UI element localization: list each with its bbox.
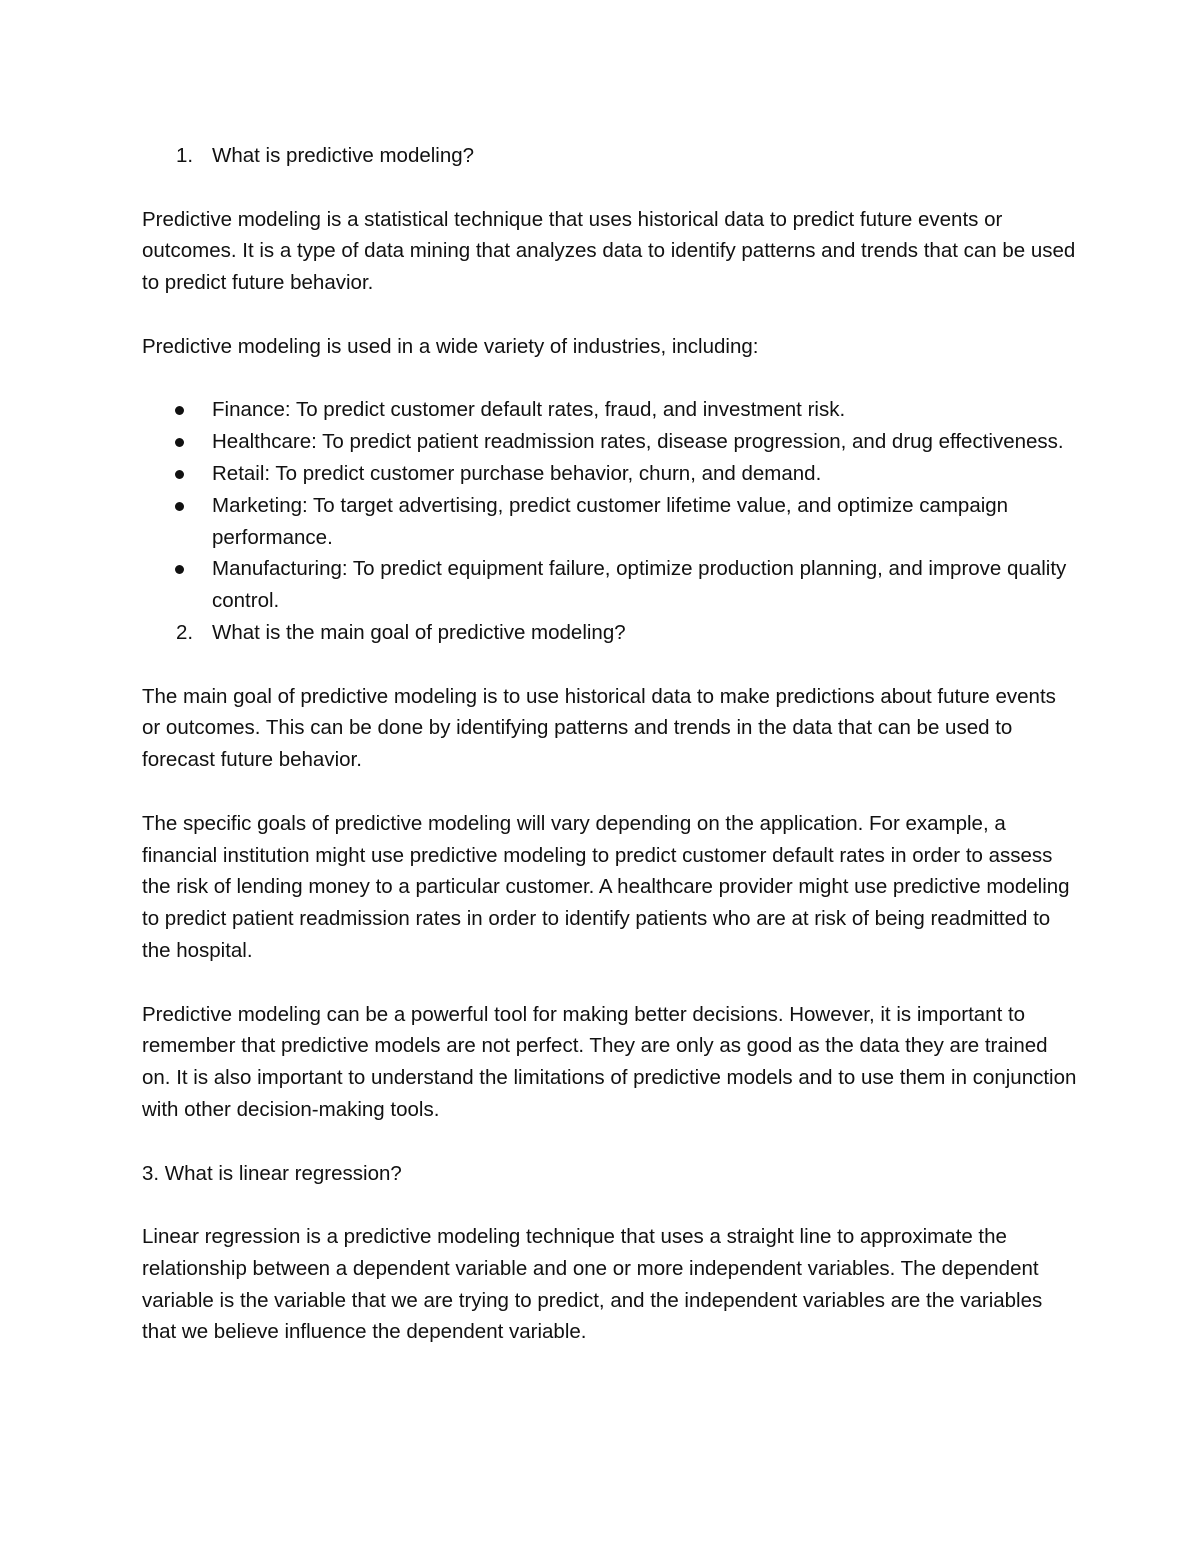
paragraph-limitations: Predictive modeling can be a powerful tool for making better decisions. However, it is important to remember that predictive models are not perfect. They are only as good as the data they are trained on. It is also important to understand the limitations of predictive models and to use them in conjunction with other decision-making tools. bbox=[142, 1002, 1077, 1121]
document-body bbox=[142, 140, 1077, 1348]
paragraph-main-goal: The main goal of predictive modeling is to use historical data to make predictions about future events or outcomes. This can be done by identifying patterns and trends in the data that can be used to forecast future behavior. bbox=[142, 684, 1056, 772]
list-item-text: Retail: To predict customer purchase behavior, churn, and demand. bbox=[212, 461, 822, 485]
list-item-text: Manufacturing: To predict equipment failure, optimize production planning, and improve quality control. bbox=[212, 557, 1067, 613]
list-item bbox=[142, 426, 1077, 458]
paragraph-specific-goals: The specific goals of predictive modeling will vary depending on the application. For example, a financial institution might use predictive modeling to predict customer default rates in order to assess the risk of lending money to a particular customer. A healthcare provider might use predictive modeling to predict patient readmission rates in order to identify patients who are at risk of being readmitted to the hospital. bbox=[142, 811, 1070, 962]
question-3: 3. What is linear regression? bbox=[142, 1161, 402, 1185]
list-item bbox=[142, 490, 1077, 554]
bullet-icon bbox=[175, 470, 184, 479]
list-item bbox=[142, 458, 1077, 490]
question-2 bbox=[142, 617, 1077, 649]
question-1 bbox=[142, 140, 1077, 172]
paragraph-definition: Predictive modeling is a statistical technique that uses historical data to predict future events or outcomes. It is a type of data mining that analyzes data to identify patterns and trends that can be used to predict future behavior. bbox=[142, 207, 1076, 295]
list-item bbox=[142, 394, 1077, 426]
list-item-text: Healthcare: To predict patient readmission rates, disease progression, and drug effectiveness. bbox=[212, 430, 1064, 454]
question-1-number: 1. bbox=[176, 144, 194, 167]
paragraph-linear-regression: Linear regression is a predictive modeling technique that uses a straight line to approximate the relationship between a dependent variable and one or more independent variables. The dependent variable is the variable that we are trying to predict, and the independent variables are the variables that we believe influence the dependent variable. bbox=[142, 1225, 1043, 1344]
list-item bbox=[142, 553, 1077, 617]
industries-list bbox=[142, 394, 1077, 617]
bullet-icon bbox=[175, 502, 184, 511]
bullet-icon bbox=[175, 406, 184, 415]
question-2-number: 2. bbox=[176, 620, 194, 644]
bullet-icon bbox=[175, 565, 184, 574]
list-item-text: Finance: To predict customer default rates, fraud, and investment risk. bbox=[212, 398, 846, 422]
question-2-text: What is the main goal of predictive modeling? bbox=[212, 620, 626, 644]
question-1-text: What is predictive modeling? bbox=[212, 144, 475, 167]
bullet-icon bbox=[175, 438, 184, 447]
list-item-text: Marketing: To target advertising, predict customer lifetime value, and optimize campaign performance. bbox=[212, 493, 1009, 549]
paragraph-industries-intro: Predictive modeling is used in a wide variety of industries, including: bbox=[142, 334, 759, 358]
